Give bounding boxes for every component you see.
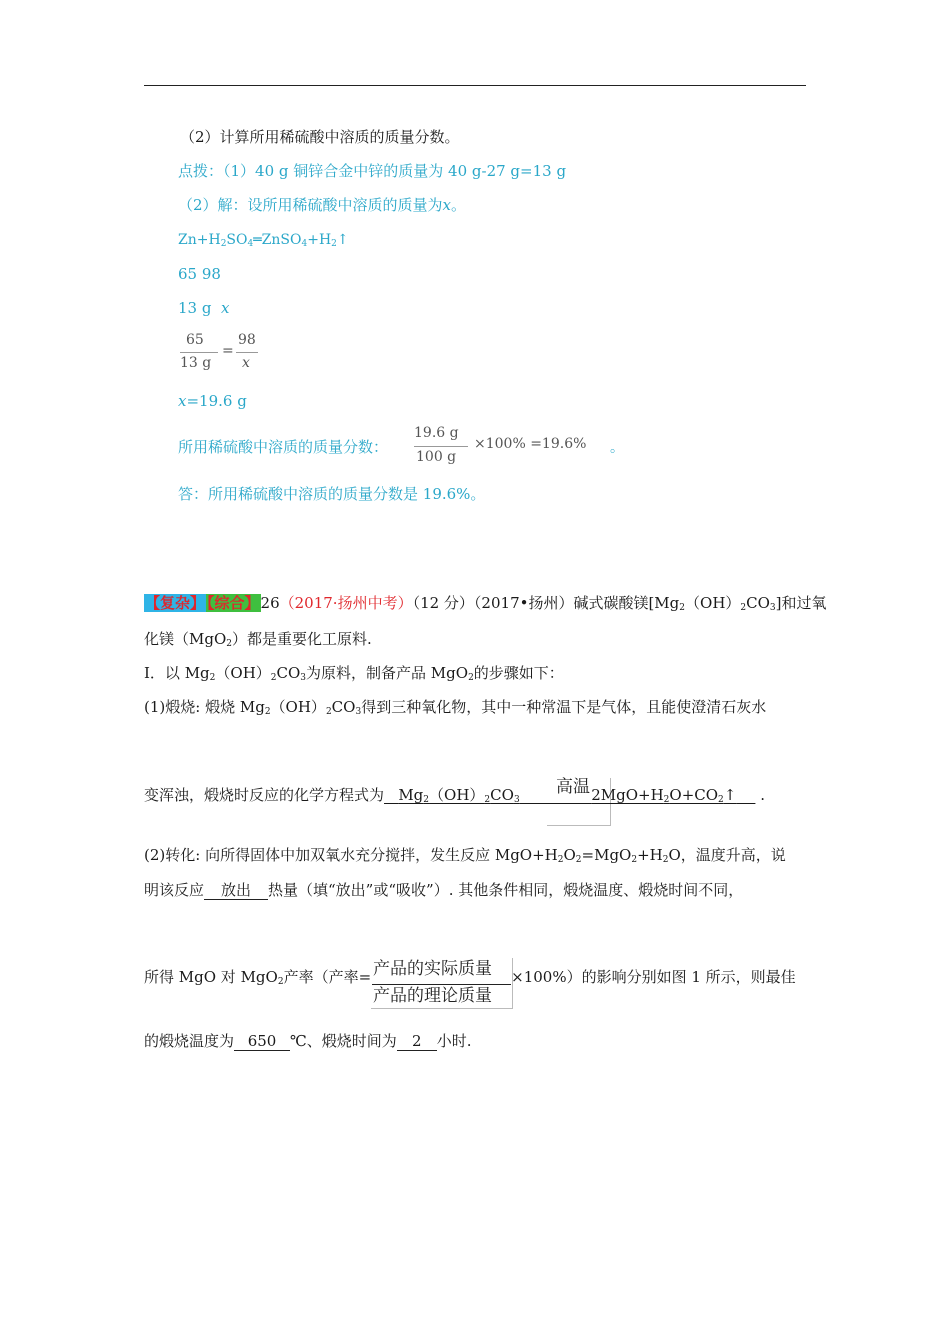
yield-numerator: 产品的实际质量 — [373, 959, 492, 979]
hint-line — [178, 161, 566, 181]
step-2-line2: 明该反应 放出 热量（填“放出”或“吸收”）. 其他条件相同，煅烧温度、煅烧时间不同， — [144, 881, 744, 899]
question-26-header: 【复杂】 【综合】26（2017·扬州中考）（12 分）（2017•扬州）碱式碳酸镁$[Mg_2(OH)_2CO_3]$和过氧 — [145, 594, 827, 613]
question-source: （2017·扬州中考） — [279, 594, 413, 612]
hint-label: 点拨： — [178, 162, 224, 180]
heat-answer-blank: 放出 — [204, 881, 268, 900]
best-conditions-line: 的煅烧温度为 650 ℃、煅烧时间为 2 小时. — [144, 1032, 472, 1050]
proportion-fraction: 65 13 g = 98 x — [178, 332, 268, 374]
solution-intro-text: （2）解：设所用稀硫酸中溶质的质量为 — [178, 196, 443, 214]
percent-fraction: 19.6 g 100 g ×100% =19.6% 。 — [414, 425, 624, 465]
hint-text: （1）40 g 铜锌合金中锌的质量为 40 g-27 g=13 g — [223, 162, 567, 180]
step-1-answer: $Mg_2(OH)_2CO_3$ $2MgO+H_2O+CO_2↑$ — [398, 786, 737, 805]
question-2-prompt: （2）计算所用稀硫酸中溶质的质量分数。 — [180, 128, 460, 146]
percent-label: 所用稀硫酸中溶质的质量分数： — [178, 438, 389, 456]
yield-line: 所得 MgO 对 MgO$_2$产率（产率= ×100%）的影响分别如图 1 所示，则最佳 — [144, 968, 796, 987]
tag-comprehensive: 【综合】 — [207, 594, 260, 612]
temperature-answer-blank: 650 — [234, 1032, 290, 1051]
question-26-line2: 化镁（MgO$_2$）都是重要化工原料. — [144, 630, 372, 649]
question-number: 26 — [260, 594, 280, 612]
yield-fraction-bar — [372, 984, 511, 985]
ratio-row-2: 13 g x — [178, 299, 230, 317]
answer-line: 答：所用稀硫酸中溶质的质量分数是 19.6%。 — [178, 485, 486, 503]
step-1-line2: 变浑浊，煅烧时反应的化学方程式为 $Mg_2(OH)_2CO_3$ $2MgO+H_2O+CO_2↑$ . — [144, 786, 765, 805]
step-2-line1: (2)转化: 向所得固体中加双氧水充分搅拌，发生反应 $MgO+H_2O_2=MgO_2+H_2O$，温度升高，说 — [144, 846, 786, 865]
header-rule — [144, 85, 806, 86]
ratio-row-1: 65 98 — [178, 265, 221, 283]
chemical-equation: $Zn+H_2SO_4═ZnSO_4+H_2↑$ — [178, 232, 349, 249]
yield-denominator: 产品的理论质量 — [373, 986, 492, 1006]
solution-period: 。 — [451, 196, 467, 214]
part-1-intro: I．以 $Mg_2(OH)_2CO_3$为原料，制备产品 MgO$_2$的步骤如下： — [144, 664, 564, 683]
step-1-line1: (1)煅烧: 煅烧 $Mg_2(OH)_2CO_3$得到三种氧化物，其中一种常温下是气体，且能使澄清石灰水 — [144, 698, 767, 717]
solution-variable: x — [442, 196, 452, 214]
time-answer-blank: 2 — [397, 1032, 437, 1051]
solution-intro — [178, 195, 466, 215]
reaction-condition: 高温 — [556, 777, 590, 797]
tag-complex: 【复杂】 — [145, 594, 206, 612]
result-x: x=19.6 g — [178, 392, 247, 410]
